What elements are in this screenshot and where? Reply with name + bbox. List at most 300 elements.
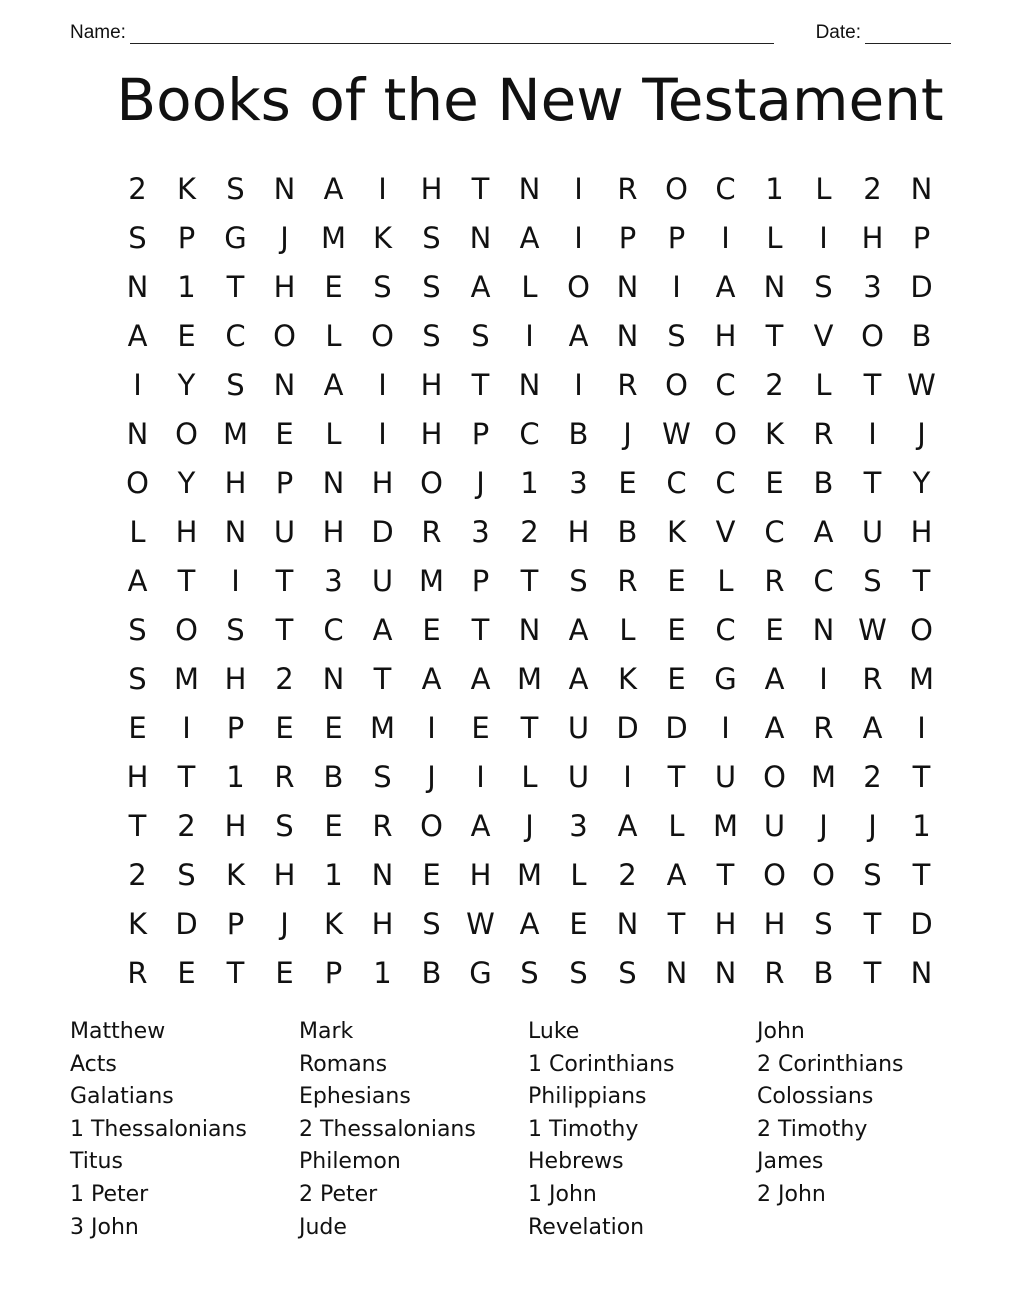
grid-letter[interactable]: T — [471, 367, 490, 402]
grid-letter[interactable]: N — [126, 416, 149, 451]
word-list-item: 2 John — [757, 1181, 826, 1207]
grid-letter[interactable]: 1 — [373, 955, 392, 990]
grid-letter[interactable]: E — [275, 416, 294, 451]
grid-letter[interactable]: T — [373, 661, 392, 696]
grid-letter[interactable]: N — [322, 661, 345, 696]
grid-letter[interactable]: P — [667, 220, 686, 255]
grid-letter[interactable]: T — [912, 563, 931, 598]
grid-letter[interactable]: R — [813, 416, 834, 451]
grid-letter[interactable]: N — [763, 269, 786, 304]
grid-letter[interactable]: T — [520, 710, 539, 745]
grid-letter[interactable]: 2 — [863, 171, 882, 206]
grid-letter[interactable]: I — [672, 269, 681, 304]
grid-letter[interactable]: B — [617, 514, 638, 549]
grid-letter[interactable]: V — [715, 514, 736, 549]
grid-letter[interactable]: 1 — [324, 857, 343, 892]
grid-letter[interactable]: I — [623, 759, 632, 794]
grid-letter[interactable]: L — [570, 857, 587, 892]
grid-letter[interactable]: S — [373, 759, 392, 794]
grid-letter[interactable]: N — [714, 955, 737, 990]
grid-letter[interactable]: T — [667, 759, 686, 794]
grid-letter[interactable]: P — [177, 220, 196, 255]
grid-letter[interactable]: T — [765, 318, 784, 353]
grid-letter[interactable]: J — [280, 220, 289, 255]
grid-letter[interactable]: T — [863, 955, 882, 990]
grid-letter[interactable]: U — [273, 514, 296, 549]
grid-letter[interactable]: Y — [177, 465, 196, 500]
grid-letter[interactable]: I — [574, 220, 583, 255]
grid-letter[interactable]: P — [226, 906, 245, 941]
grid-letter[interactable]: H — [273, 269, 296, 304]
grid-letter[interactable]: J — [280, 906, 289, 941]
grid-letter[interactable]: S — [226, 367, 245, 402]
grid-letter[interactable]: H — [861, 220, 884, 255]
grid-letter[interactable]: S — [520, 955, 539, 990]
grid-letter[interactable]: D — [665, 710, 688, 745]
grid-letter[interactable]: A — [862, 710, 883, 745]
grid-letter[interactable]: N — [469, 220, 492, 255]
grid-letter[interactable]: A — [715, 269, 736, 304]
grid-letter[interactable]: A — [470, 661, 491, 696]
grid-letter[interactable]: M — [516, 857, 543, 892]
grid-letter[interactable]: T — [275, 563, 294, 598]
grid-letter[interactable]: H — [469, 857, 492, 892]
grid-letter[interactable]: U — [861, 514, 884, 549]
grid-letter[interactable]: I — [378, 416, 387, 451]
grid-letter[interactable]: W — [466, 906, 495, 941]
grid-letter[interactable]: E — [422, 857, 441, 892]
grid-letter[interactable]: 2 — [275, 661, 294, 696]
grid-letter[interactable]: 2 — [520, 514, 539, 549]
grid-letter[interactable]: A — [519, 906, 540, 941]
grid-letter[interactable]: C — [666, 465, 687, 500]
grid-letter[interactable]: P — [471, 416, 490, 451]
grid-letter[interactable]: A — [617, 808, 638, 843]
word-list-item: Philemon — [299, 1149, 401, 1175]
grid-letter[interactable]: M — [908, 661, 935, 696]
grid-letter[interactable]: W — [858, 612, 887, 647]
grid-letter[interactable]: K — [764, 416, 785, 451]
grid-letter[interactable]: U — [371, 563, 394, 598]
grid-letter[interactable]: R — [617, 563, 638, 598]
date-blank-line[interactable] — [865, 25, 951, 44]
grid-letter[interactable]: E — [618, 465, 637, 500]
grid-letter[interactable]: H — [567, 514, 590, 549]
grid-letter[interactable]: O — [126, 465, 149, 500]
grid-letter[interactable]: S — [618, 955, 637, 990]
grid-letter[interactable]: I — [182, 710, 191, 745]
grid-letter[interactable]: A — [666, 857, 687, 892]
word-list-item: Jude — [299, 1214, 347, 1240]
grid-letter[interactable]: R — [764, 563, 785, 598]
grid-letter[interactable]: S — [471, 318, 490, 353]
grid-letter[interactable]: T — [226, 269, 245, 304]
grid-letter[interactable]: H — [420, 171, 443, 206]
grid-letter[interactable]: C — [715, 367, 736, 402]
grid-letter[interactable]: M — [173, 661, 200, 696]
grid-letter[interactable]: E — [275, 955, 294, 990]
grid-letter[interactable]: B — [911, 318, 932, 353]
grid-letter[interactable]: S — [422, 220, 441, 255]
grid-letter[interactable]: N — [910, 171, 933, 206]
grid-letter[interactable]: A — [470, 808, 491, 843]
grid-letter[interactable]: K — [225, 857, 246, 892]
grid-letter[interactable]: D — [910, 269, 933, 304]
grid-letter[interactable]: H — [910, 514, 933, 549]
grid-letter[interactable]: A — [764, 710, 785, 745]
grid-letter[interactable]: T — [275, 612, 294, 647]
grid-letter[interactable]: L — [668, 808, 685, 843]
grid-letter[interactable]: H — [126, 759, 149, 794]
grid-letter[interactable]: P — [324, 955, 343, 990]
grid-letter[interactable]: R — [372, 808, 393, 843]
grid-letter[interactable]: P — [275, 465, 294, 500]
grid-letter[interactable]: J — [476, 465, 485, 500]
grid-letter[interactable]: N — [518, 612, 541, 647]
grid-letter[interactable]: C — [764, 514, 785, 549]
grid-letter[interactable]: N — [910, 955, 933, 990]
grid-letter[interactable]: I — [819, 661, 828, 696]
grid-letter[interactable]: U — [763, 808, 786, 843]
grid-letter[interactable]: J — [525, 808, 534, 843]
grid-letter[interactable]: H — [224, 465, 247, 500]
grid-letter[interactable]: S — [569, 563, 588, 598]
grid-letter[interactable]: T — [177, 563, 196, 598]
grid-letter[interactable]: 1 — [520, 465, 539, 500]
grid-letter[interactable]: C — [225, 318, 246, 353]
grid-letter[interactable]: J — [623, 416, 632, 451]
grid-letter[interactable]: I — [574, 171, 583, 206]
grid-letter[interactable]: E — [667, 661, 686, 696]
grid-letter[interactable]: W — [662, 416, 691, 451]
grid-letter[interactable]: L — [766, 220, 783, 255]
grid-letter[interactable]: S — [863, 563, 882, 598]
grid-letter[interactable]: 3 — [324, 563, 343, 598]
grid-letter[interactable]: T — [863, 367, 882, 402]
grid-letter[interactable]: I — [427, 710, 436, 745]
grid-letter[interactable]: L — [325, 318, 342, 353]
grid-letter[interactable]: N — [322, 465, 345, 500]
grid-letter[interactable]: O — [714, 416, 737, 451]
grid-letter[interactable]: S — [226, 612, 245, 647]
grid-letter[interactable]: A — [421, 661, 442, 696]
grid-letter[interactable]: W — [907, 367, 936, 402]
grid-letter[interactable]: I — [917, 710, 926, 745]
grid-letter[interactable]: M — [810, 759, 837, 794]
grid-letter[interactable]: O — [861, 318, 884, 353]
grid-letter[interactable]: D — [175, 906, 198, 941]
grid-letter[interactable]: 2 — [177, 808, 196, 843]
grid-letter[interactable]: N — [518, 171, 541, 206]
grid-letter[interactable]: S — [373, 269, 392, 304]
grid-letter[interactable]: A — [323, 171, 344, 206]
grid-letter[interactable]: T — [471, 171, 490, 206]
grid-letter[interactable]: N — [126, 269, 149, 304]
grid-letter[interactable]: S — [814, 269, 833, 304]
grid-letter[interactable]: U — [567, 710, 590, 745]
grid-letter[interactable]: T — [667, 906, 686, 941]
grid-letter[interactable]: S — [422, 269, 441, 304]
grid-letter[interactable]: P — [912, 220, 931, 255]
grid-letter[interactable]: H — [224, 661, 247, 696]
grid-letter[interactable]: A — [323, 367, 344, 402]
grid-letter[interactable]: S — [863, 857, 882, 892]
grid-letter[interactable]: D — [910, 906, 933, 941]
grid-letter[interactable]: E — [324, 269, 343, 304]
grid-letter[interactable]: O — [763, 857, 786, 892]
grid-letter[interactable]: P — [226, 710, 245, 745]
grid-letter[interactable]: L — [325, 416, 342, 451]
grid-letter[interactable]: A — [764, 661, 785, 696]
grid-letter[interactable]: L — [815, 367, 832, 402]
grid-letter[interactable]: I — [378, 367, 387, 402]
grid-letter[interactable]: E — [422, 612, 441, 647]
grid-letter[interactable]: 2 — [765, 367, 784, 402]
grid-letter[interactable]: T — [912, 759, 931, 794]
grid-letter[interactable]: H — [273, 857, 296, 892]
grid-letter[interactable]: S — [177, 857, 196, 892]
name-blank-line[interactable] — [130, 25, 774, 44]
grid-letter[interactable]: A — [568, 318, 589, 353]
grid-letter[interactable]: M — [369, 710, 396, 745]
grid-letter[interactable]: A — [568, 612, 589, 647]
grid-letter[interactable]: J — [868, 808, 877, 843]
grid-letter[interactable]: H — [714, 906, 737, 941]
grid-letter[interactable]: J — [427, 759, 436, 794]
grid-letter[interactable]: I — [574, 367, 583, 402]
grid-letter[interactable]: O — [371, 318, 394, 353]
grid-letter[interactable]: E — [765, 612, 784, 647]
grid-letter[interactable]: J — [819, 808, 828, 843]
grid-letter[interactable]: E — [667, 563, 686, 598]
grid-letter[interactable]: 1 — [177, 269, 196, 304]
grid-letter[interactable]: O — [273, 318, 296, 353]
grid-letter[interactable]: N — [616, 906, 639, 941]
word-list-item: Acts — [70, 1051, 117, 1077]
grid-letter[interactable]: R — [617, 171, 638, 206]
name-field[interactable] — [70, 22, 774, 44]
grid-letter[interactable]: I — [819, 220, 828, 255]
grid-letter[interactable]: N — [224, 514, 247, 549]
grid-letter[interactable]: 3 — [569, 465, 588, 500]
grid-letter[interactable]: S — [128, 612, 147, 647]
grid-letter[interactable]: 3 — [471, 514, 490, 549]
grid-letter[interactable]: H — [371, 465, 394, 500]
grid-letter[interactable]: C — [519, 416, 540, 451]
grid-letter[interactable]: K — [323, 906, 344, 941]
grid-letter[interactable]: T — [128, 808, 147, 843]
date-field[interactable] — [816, 22, 951, 44]
grid-letter[interactable]: S — [128, 661, 147, 696]
grid-letter[interactable]: S — [569, 955, 588, 990]
grid-letter[interactable]: O — [665, 171, 688, 206]
grid-letter[interactable]: E — [275, 710, 294, 745]
grid-letter[interactable]: P — [471, 563, 490, 598]
grid-letter[interactable]: E — [569, 906, 588, 941]
grid-letter[interactable]: 3 — [863, 269, 882, 304]
grid-letter[interactable]: H — [420, 416, 443, 451]
grid-letter[interactable]: B — [813, 465, 834, 500]
grid-letter[interactable]: M — [320, 220, 347, 255]
grid-letter[interactable]: T — [177, 759, 196, 794]
grid-letter[interactable]: G — [469, 955, 492, 990]
grid-letter[interactable]: S — [275, 808, 294, 843]
word-list-item: 1 Peter — [70, 1181, 149, 1207]
grid-letter[interactable]: N — [518, 367, 541, 402]
grid-letter[interactable]: O — [812, 857, 835, 892]
grid-letter[interactable]: I — [476, 759, 485, 794]
grid-letter[interactable]: K — [127, 906, 148, 941]
grid-letter[interactable]: E — [177, 955, 196, 990]
grid-letter[interactable]: I — [231, 563, 240, 598]
grid-letter[interactable]: Y — [177, 367, 196, 402]
grid-letter[interactable]: E — [177, 318, 196, 353]
grid-letter[interactable]: I — [721, 220, 730, 255]
grid-letter[interactable]: I — [525, 318, 534, 353]
grid-letter[interactable]: H — [420, 367, 443, 402]
grid-letter[interactable]: T — [226, 955, 245, 990]
grid-letter[interactable]: O — [763, 759, 786, 794]
grid-letter[interactable]: A — [568, 661, 589, 696]
grid-letter[interactable]: H — [371, 906, 394, 941]
grid-letter[interactable]: S — [422, 318, 441, 353]
grid-letter[interactable]: G — [224, 220, 247, 255]
grid-letter[interactable]: I — [133, 367, 142, 402]
grid-letter[interactable]: 2 — [618, 857, 637, 892]
grid-letter[interactable]: B — [813, 955, 834, 990]
grid-letter[interactable]: O — [910, 612, 933, 647]
grid-letter[interactable]: K — [372, 220, 393, 255]
grid-letter[interactable]: M — [712, 808, 739, 843]
grid-letter[interactable]: H — [322, 514, 345, 549]
word-list-item: John — [757, 1019, 805, 1044]
grid-letter[interactable]: K — [176, 171, 197, 206]
grid-letter[interactable]: T — [471, 612, 490, 647]
grid-letter[interactable]: O — [175, 416, 198, 451]
grid-letter[interactable]: C — [715, 171, 736, 206]
grid-letter[interactable]: H — [714, 318, 737, 353]
grid-letter[interactable]: C — [715, 465, 736, 500]
grid-letter[interactable]: 1 — [226, 759, 245, 794]
grid-letter[interactable]: B — [568, 416, 589, 451]
grid-letter[interactable]: N — [273, 367, 296, 402]
grid-letter[interactable]: E — [324, 710, 343, 745]
grid-letter[interactable]: R — [421, 514, 442, 549]
grid-letter[interactable]: O — [567, 269, 590, 304]
grid-letter[interactable]: A — [470, 269, 491, 304]
grid-letter[interactable]: Y — [912, 465, 931, 500]
grid-letter[interactable]: S — [226, 171, 245, 206]
grid-letter[interactable]: I — [721, 710, 730, 745]
grid-letter[interactable]: L — [815, 171, 832, 206]
grid-letter[interactable]: D — [616, 710, 639, 745]
grid-letter[interactable]: 2 — [128, 171, 147, 206]
grid-letter[interactable]: H — [175, 514, 198, 549]
grid-letter[interactable]: A — [813, 514, 834, 549]
grid-letter[interactable]: E — [765, 465, 784, 500]
grid-letter[interactable]: S — [128, 220, 147, 255]
grid-letter[interactable]: J — [917, 416, 926, 451]
grid-letter[interactable]: U — [567, 759, 590, 794]
grid-letter[interactable]: A — [127, 563, 148, 598]
date-label: Date: — [815, 22, 861, 43]
grid-letter[interactable]: O — [420, 465, 443, 500]
grid-letter[interactable]: K — [666, 514, 687, 549]
grid-letter[interactable]: 1 — [765, 171, 784, 206]
grid-letter[interactable]: R — [127, 955, 148, 990]
grid-letter[interactable]: C — [813, 563, 834, 598]
grid-letter[interactable]: H — [224, 808, 247, 843]
grid-letter[interactable]: N — [665, 955, 688, 990]
grid-letter[interactable]: N — [273, 171, 296, 206]
grid-letter[interactable]: R — [862, 661, 883, 696]
grid-letter[interactable]: I — [868, 416, 877, 451]
grid-letter[interactable]: L — [129, 514, 146, 549]
grid-letter[interactable]: 2 — [128, 857, 147, 892]
grid-letter[interactable]: A — [372, 612, 393, 647]
grid-letter[interactable]: O — [175, 612, 198, 647]
grid-letter[interactable]: E — [471, 710, 490, 745]
grid-letter[interactable]: R — [764, 955, 785, 990]
grid-letter[interactable]: N — [616, 318, 639, 353]
grid-letter[interactable]: N — [371, 857, 394, 892]
grid-letter[interactable]: B — [323, 759, 344, 794]
grid-letter[interactable]: S — [667, 318, 686, 353]
grid-letter[interactable]: G — [714, 661, 737, 696]
grid-letter[interactable]: V — [813, 318, 834, 353]
grid-letter[interactable]: T — [863, 465, 882, 500]
grid-letter[interactable]: 3 — [569, 808, 588, 843]
grid-letter[interactable]: T — [863, 906, 882, 941]
grid-letter[interactable]: R — [617, 367, 638, 402]
grid-letter[interactable]: C — [323, 612, 344, 647]
grid-letter[interactable]: B — [421, 955, 442, 990]
grid-letter[interactable]: 1 — [912, 808, 931, 843]
grid-letter[interactable]: A — [127, 318, 148, 353]
grid-letter[interactable]: L — [619, 612, 636, 647]
grid-letter[interactable]: L — [521, 759, 538, 794]
grid-letter[interactable]: T — [912, 857, 931, 892]
grid-letter[interactable]: T — [716, 857, 735, 892]
grid-letter[interactable]: A — [519, 220, 540, 255]
grid-letter[interactable]: M — [516, 661, 543, 696]
grid-letter[interactable]: O — [420, 808, 443, 843]
grid-letter[interactable]: E — [128, 710, 147, 745]
grid-letter[interactable]: L — [521, 269, 538, 304]
grid-letter[interactable]: H — [763, 906, 786, 941]
grid-letter[interactable]: U — [714, 759, 737, 794]
grid-letter[interactable]: D — [371, 514, 394, 549]
grid-letter[interactable]: M — [222, 416, 249, 451]
grid-letter[interactable]: K — [617, 661, 638, 696]
grid-letter[interactable]: N — [616, 269, 639, 304]
grid-letter[interactable]: S — [814, 906, 833, 941]
grid-letter[interactable]: T — [520, 563, 539, 598]
grid-letter[interactable]: O — [665, 367, 688, 402]
grid-letter[interactable]: E — [324, 808, 343, 843]
grid-letter[interactable]: P — [618, 220, 637, 255]
grid-letter[interactable]: E — [667, 612, 686, 647]
grid-letter[interactable]: M — [418, 563, 445, 598]
grid-letter[interactable]: S — [422, 906, 441, 941]
grid-letter[interactable]: N — [812, 612, 835, 647]
grid-letter[interactable]: L — [717, 563, 734, 598]
grid-letter[interactable]: C — [715, 612, 736, 647]
grid-letter[interactable]: 2 — [863, 759, 882, 794]
grid-letter[interactable]: R — [813, 710, 834, 745]
grid-letter[interactable]: I — [378, 171, 387, 206]
grid-letter[interactable]: R — [274, 759, 295, 794]
